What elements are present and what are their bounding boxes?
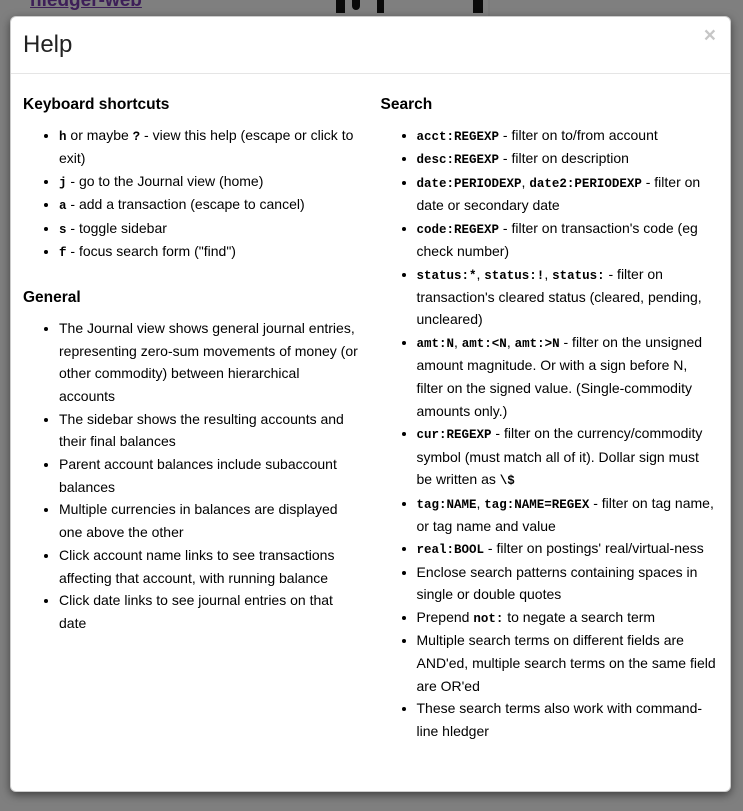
- list-item: • Multiple currencies in balances are displayed one above the other: [59, 498, 361, 543]
- inline-code: \$: [499, 474, 515, 489]
- section-heading-keyboard-shortcuts: Keyboard shortcuts: [23, 96, 170, 114]
- list-item: • Prepend not: to negate a search term: [417, 606, 719, 629]
- list-item: • s - toggle sidebar: [59, 217, 361, 240]
- general-list: [23, 317, 361, 634]
- close-icon[interactable]: ×: [703, 24, 716, 47]
- inline-code: date:PERIODEXP: [416, 176, 522, 191]
- list-item: • Click date links to see journal entries on that date: [59, 589, 361, 634]
- list-item: • The Journal view shows general journal entries, representing zero-sum movements of money (or other commodity) between hierarchical accounts: [59, 317, 361, 408]
- list-item: • date:PERIODEXP, date2:PERIODEXP - filter on date or secondary date: [417, 171, 719, 217]
- inline-code: cur:REGEXP: [416, 428, 492, 443]
- right-column: [371, 88, 729, 753]
- list-item: • j - go to the Journal view (home): [59, 170, 361, 193]
- section-heading-general: General: [23, 289, 81, 307]
- left-column: [13, 88, 371, 753]
- list-item: • f - focus search form ("find"): [59, 240, 361, 263]
- inline-code: amt:>N: [514, 337, 560, 352]
- list-item: • a - add a transaction (escape to cancel): [59, 193, 361, 216]
- list-item: • real:BOOL - filter on postings' real/virtual-ness: [417, 537, 719, 560]
- list-item: • tag:NAME, tag:NAME=REGEX - filter on tag name, or tag name and value: [417, 492, 719, 538]
- inline-code: j: [59, 176, 67, 191]
- list-item: • acct:REGEXP - filter on to/from account: [417, 124, 719, 147]
- list-item: • These search terms also work with command-line hledger: [417, 697, 719, 742]
- list-item: • Multiple search terms on different fields are AND'ed, multiple search terms on the same field are OR'ed: [417, 629, 719, 697]
- inline-code: amt:<N: [461, 337, 507, 352]
- list-item: • Parent account balances include subaccount balances: [59, 453, 361, 498]
- inline-code: h: [59, 130, 67, 145]
- inline-code: status:: [552, 268, 605, 283]
- modal-title: Help: [23, 31, 73, 58]
- list-item: • amt:N, amt:<N, amt:>N - filter on the unsigned amount magnitude. Or with a sign before N, filter on the signed value. (Single-commodity amounts only.): [417, 331, 719, 422]
- inline-code: s: [59, 222, 67, 237]
- search-terms-list: [381, 124, 719, 743]
- list-item: • status:*, status:!, status: - filter on transaction's cleared status (cleared, pending, uncleared): [417, 263, 719, 332]
- list-item: • code:REGEXP - filter on transaction's code (eg check number): [417, 217, 719, 263]
- list-item: • Enclose search patterns containing spaces in single or double quotes: [417, 561, 719, 606]
- inline-code: amt:N: [416, 337, 455, 352]
- inline-code: desc:REGEXP: [416, 153, 500, 168]
- inline-code: real:BOOL: [416, 543, 485, 558]
- list-item: • Click account name links to see transactions affecting that account, with running balance: [59, 544, 361, 589]
- list-item: • desc:REGEXP - filter on description: [417, 147, 719, 170]
- section-heading-search: Search: [380, 96, 433, 114]
- list-item: • The sidebar shows the resulting accounts and their final balances: [59, 408, 361, 453]
- inline-code: tag:NAME=REGEX: [484, 497, 590, 512]
- inline-code: status:!: [484, 268, 545, 283]
- keyboard-shortcuts-list: [23, 124, 361, 263]
- modal-body: [11, 74, 730, 773]
- list-item: • cur:REGEXP - filter on the currency/commodity symbol (must match all of it). Dollar sign must be written as \$: [417, 422, 719, 491]
- inline-code: acct:REGEXP: [416, 130, 500, 145]
- inline-code: status:*: [416, 268, 477, 283]
- inline-code: tag:NAME: [416, 497, 477, 512]
- help-modal: [10, 16, 731, 792]
- list-item: • h or maybe ? - view this help (escape or click to exit): [59, 124, 361, 170]
- inline-code: f: [59, 245, 67, 260]
- inline-code: code:REGEXP: [416, 222, 500, 237]
- inline-code: date2:PERIODEXP: [529, 176, 642, 191]
- inline-code: a: [59, 199, 67, 214]
- modal-header: [11, 17, 730, 74]
- inline-code: not:: [473, 612, 504, 627]
- inline-code: ?: [132, 130, 141, 145]
